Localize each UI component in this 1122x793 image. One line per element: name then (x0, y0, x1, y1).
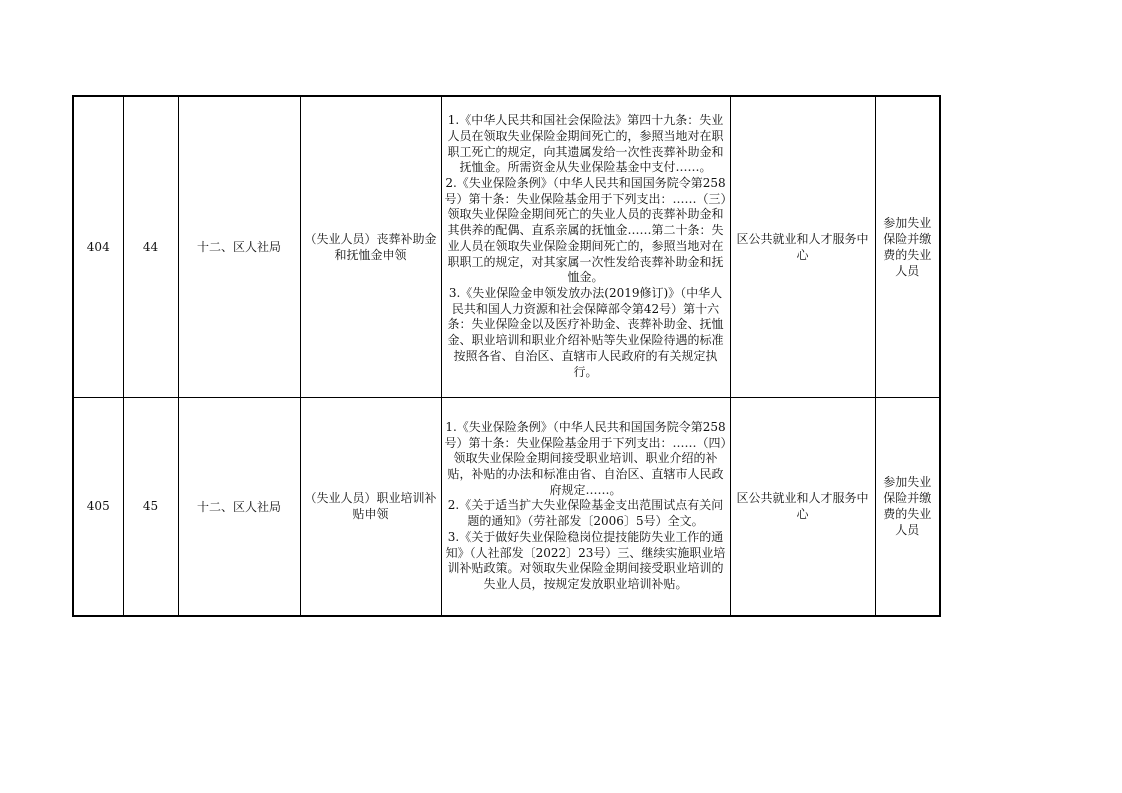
legal-basis-cell (441, 397, 730, 616)
table-row (73, 96, 940, 397)
basis-paragraph: 2.《关于适当扩大失业保险基金支出范围试点有关问题的通知》（劳社部发〔2006〕5号）全文。 (447, 498, 724, 529)
sub-seq-cell: 45 (123, 397, 178, 616)
target-cell: 参加失业保险并缴费的失业人员 (875, 96, 940, 397)
target-cell: 参加失业保险并缴费的失业人员 (875, 397, 940, 616)
basis-paragraph: 1.《中华人民共和国社会保险法》第四十九条：失业人员在领取失业保险金期间死亡的，参照当地对在职职工死亡的规定，向其遗属发给一次性丧葬补助金和抚恤金。所需资金从失业保险基金中支付……。 (447, 113, 724, 175)
seq-cell: 404 (73, 96, 123, 397)
legal-basis-cell (441, 96, 730, 397)
item-name-cell: （失业人员）丧葬补助金和抚恤金申领 (300, 96, 441, 397)
basis-paragraph: 2.《失业保险条例》（中华人民共和国国务院令第258号）第十条：失业保险基金用于下列支出：……（三）领取失业保险金期间死亡的失业人员的丧葬补助金和其供养的配偶、直系亲属的抚恤金……第二十条：失业人员在领取失业保险金期间死亡的，参照当地对在职职工的规定，对其家属一次性发给丧葬补助金和抚恤金。 (444, 176, 727, 285)
item-name-cell: （失业人员）职业培训补贴申领 (300, 397, 441, 616)
department-cell: 十二、区人社局 (178, 96, 300, 397)
basis-paragraph: 3.《关于做好失业保险稳岗位提技能防失业工作的通知》（人社部发〔2022〕23号）三、继续实施职业培训补贴政策。对领取失业保险金期间接受职业培训的失业人员，按规定发放职业培训补贴。 (445, 529, 726, 591)
sub-seq-cell: 44 (123, 96, 178, 397)
table-row (73, 397, 940, 616)
seq-cell: 405 (73, 397, 123, 616)
handling-unit-cell: 区公共就业和人才服务中心 (730, 96, 875, 397)
services-table (72, 95, 941, 617)
handling-unit-cell: 区公共就业和人才服务中心 (730, 397, 875, 616)
department-cell: 十二、区人社局 (178, 397, 300, 616)
basis-paragraph: 3.《失业保险金申领发放办法(2019修订)》（中华人民共和国人力资源和社会保障部令第42号）第十六条：失业保险金以及医疗补助金、丧葬补助金、抚恤金、职业培训和职业介绍补贴等失业保险待遇的标准按照各省、自治区、直辖市人民政府的有关规定执行。 (447, 286, 724, 379)
basis-paragraph: 1.《失业保险条例》（中华人民共和国国务院令第258号）第十条：失业保险基金用于下列支出：……（四）领取失业保险金期间接受职业培训、职业介绍的补贴，补贴的办法和标准由省、自治区、直辖市人民政府规定……。 (444, 419, 727, 497)
